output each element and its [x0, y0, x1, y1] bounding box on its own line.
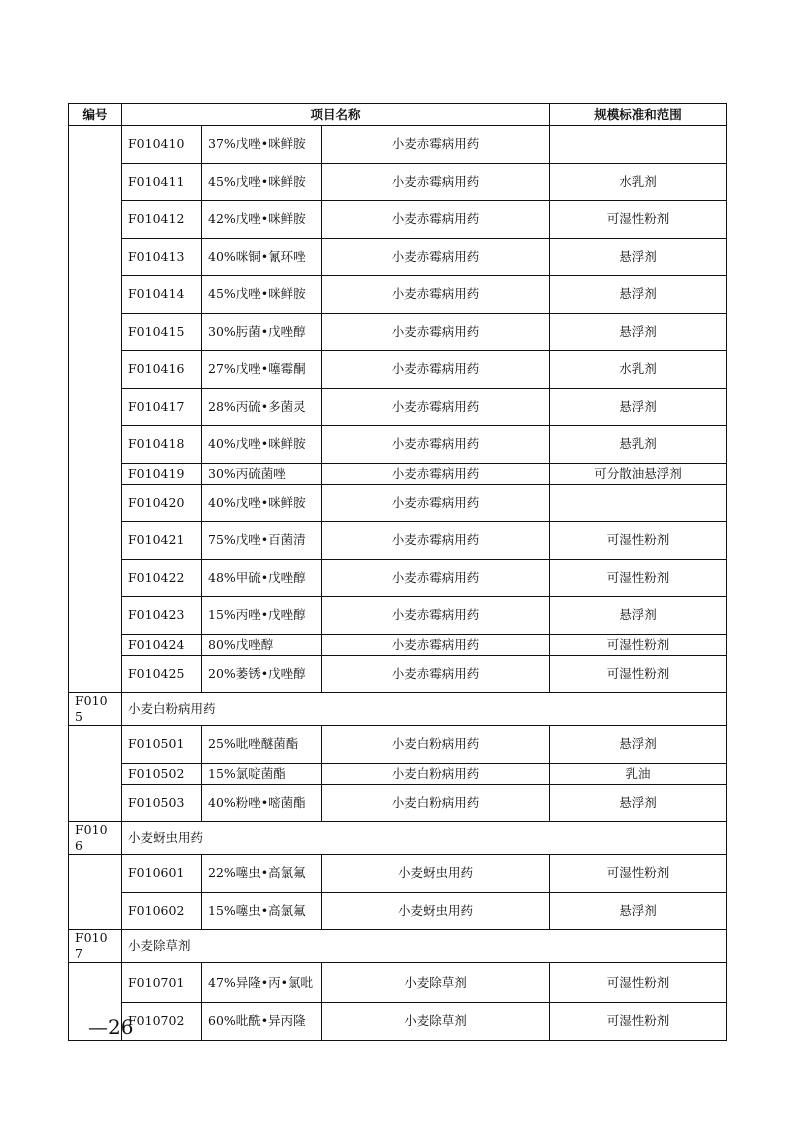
item-code: F010702	[122, 1003, 202, 1041]
header-code: 编号	[69, 104, 122, 126]
item-name: 47%异隆•丙•氯吡	[202, 963, 322, 1003]
item-name: 15%丙唑•戊唑醇	[202, 597, 322, 635]
table-row	[69, 463, 727, 484]
item-name: 45%戊唑•咪鲜胺	[202, 163, 322, 201]
table-row	[69, 201, 727, 239]
item-use: 小麦赤霉病用药	[322, 351, 550, 389]
item-use: 小麦赤霉病用药	[322, 426, 550, 464]
table-row	[69, 597, 727, 635]
item-code: F010424	[122, 634, 202, 655]
item-scale: 悬浮剂	[550, 597, 727, 635]
item-scale: 悬浮剂	[550, 276, 727, 314]
table-row	[69, 163, 727, 201]
item-use: 小麦赤霉病用药	[322, 163, 550, 201]
item-use: 小麦赤霉病用药	[322, 238, 550, 276]
item-use: 小麦除草剂	[322, 963, 550, 1003]
item-scale: 可湿性粉剂	[550, 201, 727, 239]
item-scale: 水乳剂	[550, 163, 727, 201]
table-row	[69, 855, 727, 893]
item-use: 小麦赤霉病用药	[322, 313, 550, 351]
item-code: F010602	[122, 892, 202, 930]
item-use: 小麦赤霉病用药	[322, 484, 550, 522]
group-code: F0107	[69, 930, 122, 963]
item-name: 42%戊唑•咪鲜胺	[202, 201, 322, 239]
item-name: 60%吡酰•异丙隆	[202, 1003, 322, 1041]
item-code: F010601	[122, 855, 202, 893]
item-scale: 可湿性粉剂	[550, 559, 727, 597]
item-code: F010423	[122, 597, 202, 635]
item-scale: 悬浮剂	[550, 313, 727, 351]
table-row	[69, 276, 727, 314]
table-row	[69, 388, 727, 426]
item-use: 小麦白粉病用药	[322, 763, 550, 784]
group-header-row	[69, 693, 727, 726]
item-name: 45%戊唑•咪鲜胺	[202, 276, 322, 314]
item-use: 小麦白粉病用药	[322, 784, 550, 822]
table-header	[69, 104, 727, 126]
group-code-spacer	[69, 126, 122, 693]
table-row	[69, 484, 727, 522]
item-name: 40%咪铜•氰环唑	[202, 238, 322, 276]
item-name: 48%甲硫•戊唑醇	[202, 559, 322, 597]
table-row	[69, 655, 727, 693]
item-scale: 悬乳剂	[550, 426, 727, 464]
item-name: 27%戊唑•噻霉酮	[202, 351, 322, 389]
item-code: F010411	[122, 163, 202, 201]
item-scale: 可湿性粉剂	[550, 655, 727, 693]
item-name: 40%戊唑•咪鲜胺	[202, 484, 322, 522]
header-project-name: 项目名称	[122, 104, 550, 126]
item-use: 小麦赤霉病用药	[322, 634, 550, 655]
item-code: F010412	[122, 201, 202, 239]
table-row	[69, 763, 727, 784]
item-scale: 可分散油悬浮剂	[550, 463, 727, 484]
item-name: 15%氯啶菌酯	[202, 763, 322, 784]
item-code: F010413	[122, 238, 202, 276]
item-name: 15%噻虫•高氯氟	[202, 892, 322, 930]
table-row	[69, 726, 727, 764]
item-scale: 可湿性粉剂	[550, 634, 727, 655]
item-use: 小麦赤霉病用药	[322, 522, 550, 560]
table-row	[69, 892, 727, 930]
item-use: 小麦白粉病用药	[322, 726, 550, 764]
item-scale	[550, 484, 727, 522]
item-code: F010501	[122, 726, 202, 764]
item-use: 小麦赤霉病用药	[322, 388, 550, 426]
group-code-spacer	[69, 855, 122, 930]
page-number: —26	[88, 1015, 134, 1039]
item-code: F010421	[122, 522, 202, 560]
item-name: 22%噻虫•高氯氟	[202, 855, 322, 893]
item-scale: 悬浮剂	[550, 892, 727, 930]
item-code: F010502	[122, 763, 202, 784]
item-code: F010418	[122, 426, 202, 464]
group-header-row	[69, 930, 727, 963]
item-name: 28%丙硫•多菌灵	[202, 388, 322, 426]
group-title: 小麦白粉病用药	[122, 693, 727, 726]
item-code: F010420	[122, 484, 202, 522]
item-scale: 乳油	[550, 763, 727, 784]
item-code: F010701	[122, 963, 202, 1003]
item-code: F010417	[122, 388, 202, 426]
item-use: 小麦赤霉病用药	[322, 276, 550, 314]
table-row	[69, 522, 727, 560]
table-row	[69, 559, 727, 597]
item-use: 小麦赤霉病用药	[322, 126, 550, 164]
item-name: 20%萎锈•戊唑醇	[202, 655, 322, 693]
item-scale: 悬浮剂	[550, 238, 727, 276]
item-scale: 悬浮剂	[550, 388, 727, 426]
item-code: F010414	[122, 276, 202, 314]
item-scale: 可湿性粉剂	[550, 522, 727, 560]
item-use: 小麦蚜虫用药	[322, 855, 550, 893]
item-code: F010422	[122, 559, 202, 597]
item-use: 小麦赤霉病用药	[322, 463, 550, 484]
item-scale	[550, 126, 727, 164]
item-use: 小麦赤霉病用药	[322, 201, 550, 239]
item-name: 40%粉唑•嘧菌酯	[202, 784, 322, 822]
item-name: 80%戊唑醇	[202, 634, 322, 655]
item-use: 小麦蚜虫用药	[322, 892, 550, 930]
table-row	[69, 784, 727, 822]
item-code: F010410	[122, 126, 202, 164]
item-use: 小麦赤霉病用药	[322, 597, 550, 635]
table-row	[69, 426, 727, 464]
group-code: F0105	[69, 693, 122, 726]
table-row	[69, 963, 727, 1003]
group-code: F0106	[69, 822, 122, 855]
item-name: 30%肟菌•戊唑醇	[202, 313, 322, 351]
item-name: 30%丙硫菌唑	[202, 463, 322, 484]
item-scale: 可湿性粉剂	[550, 963, 727, 1003]
table-row	[69, 1003, 727, 1041]
item-code: F010416	[122, 351, 202, 389]
table-row	[69, 126, 727, 164]
table-row	[69, 313, 727, 351]
item-name: 37%戊唑•咪鲜胺	[202, 126, 322, 164]
item-scale: 悬浮剂	[550, 784, 727, 822]
item-code: F010425	[122, 655, 202, 693]
item-scale: 悬浮剂	[550, 726, 727, 764]
item-scale: 水乳剂	[550, 351, 727, 389]
item-code: F010503	[122, 784, 202, 822]
item-use: 小麦赤霉病用药	[322, 655, 550, 693]
table-row	[69, 351, 727, 389]
item-name: 40%戊唑•咪鲜胺	[202, 426, 322, 464]
table-body	[69, 126, 727, 1041]
item-scale: 可湿性粉剂	[550, 855, 727, 893]
item-name: 25%吡唑醚菌酯	[202, 726, 322, 764]
table-row	[69, 634, 727, 655]
group-header-row	[69, 822, 727, 855]
item-name: 75%戊唑•百菌清	[202, 522, 322, 560]
header-row	[69, 104, 727, 126]
item-use: 小麦赤霉病用药	[322, 559, 550, 597]
group-title: 小麦蚜虫用药	[122, 822, 727, 855]
item-code: F010419	[122, 463, 202, 484]
item-use: 小麦除草剂	[322, 1003, 550, 1041]
table-row	[69, 238, 727, 276]
project-table	[68, 103, 727, 1041]
item-scale: 可湿性粉剂	[550, 1003, 727, 1041]
header-scale: 规模标准和范围	[550, 104, 727, 126]
group-title: 小麦除草剂	[122, 930, 727, 963]
group-code-spacer	[69, 726, 122, 822]
item-code: F010415	[122, 313, 202, 351]
